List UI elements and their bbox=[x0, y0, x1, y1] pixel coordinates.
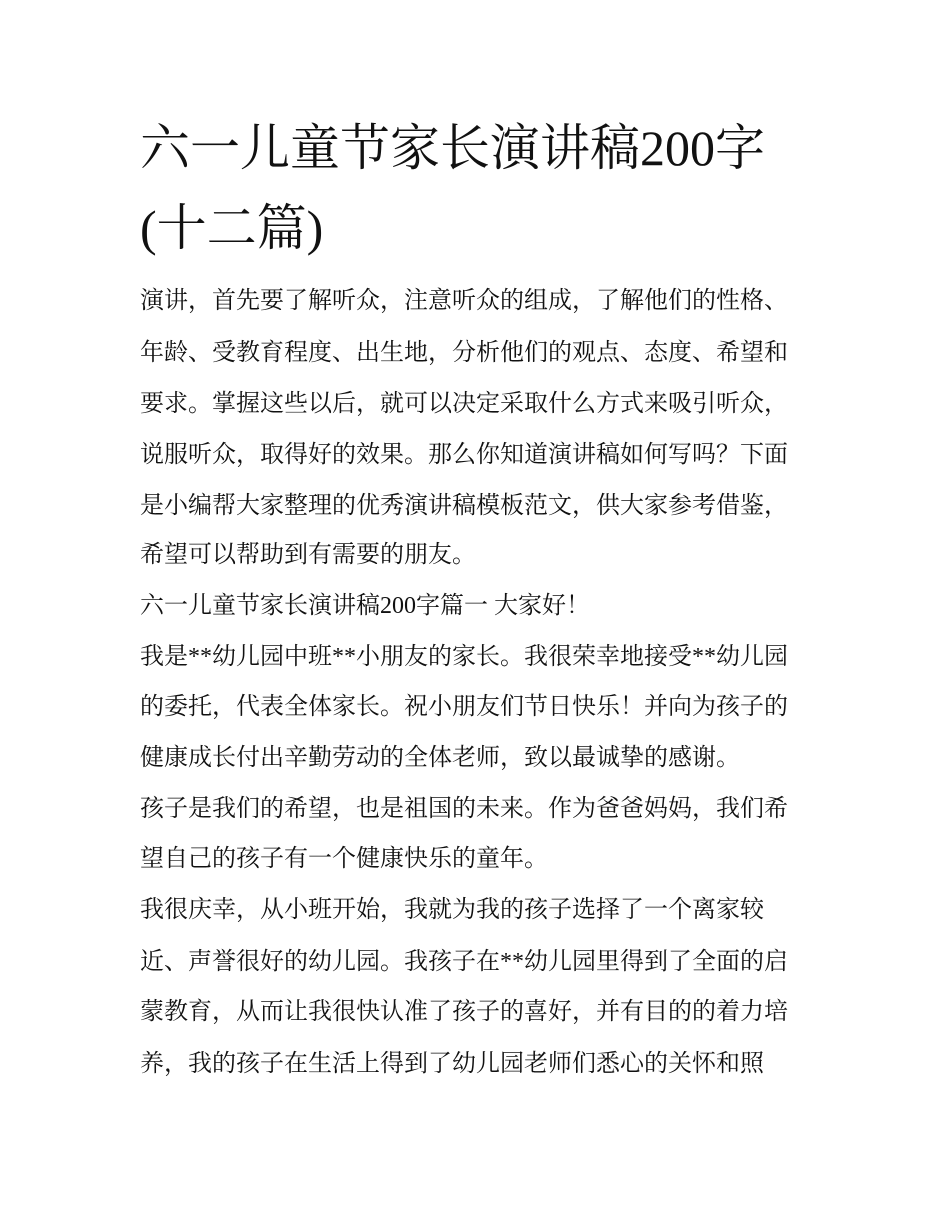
body-text-line: 蒙教育，从而让我很快认准了孩子的喜好，并有目的的着力培 bbox=[140, 999, 788, 1025]
body-text-line: 孩子是我们的希望，也是祖国的未来。作为爸爸妈妈，我们希 bbox=[140, 796, 788, 822]
body-text-line: 说服听众，取得好的效果。那么你知道演讲稿如何写吗？下面 bbox=[140, 442, 788, 468]
body-text-line: 养，我的孩子在生活上得到了幼儿园老师们悉心的关怀和照 bbox=[140, 1051, 764, 1077]
body-text-line: 年龄、受教育程度、出生地，分析他们的观点、态度、希望和 bbox=[140, 340, 788, 366]
body-text-line: 的委托，代表全体家长。祝小朋友们节日快乐！并向为孩子的 bbox=[140, 694, 788, 720]
body-text-line: 我很庆幸，从小班开始，我就为我的孩子选择了一个离家较 bbox=[140, 897, 764, 923]
body-text-line: 望自己的孩子有一个健康快乐的童年。 bbox=[140, 846, 548, 872]
body-text-line: 希望可以帮助到有需要的朋友。 bbox=[140, 542, 476, 568]
body-text-line: 演讲，首先要了解听众，注意听众的组成，了解他们的性格、 bbox=[140, 288, 788, 314]
body-text-line: 近、声誉很好的幼儿园。我孩子在**幼儿园里得到了全面的启 bbox=[140, 949, 788, 975]
body-text-line: 我是**幼儿园中班**小朋友的家长。我很荣幸地接受**幼儿园 bbox=[140, 644, 788, 670]
body-text-line: 六一儿童节家长演讲稿200字篇一 大家好！ bbox=[140, 593, 590, 619]
body-text-line: 健康成长付出辛勤劳动的全体老师，致以最诚挚的感谢。 bbox=[140, 745, 740, 771]
body-text-line: 是小编帮大家整理的优秀演讲稿模板范文，供大家参考借鉴， bbox=[140, 493, 788, 519]
document-title-line-2: (十二篇) bbox=[140, 200, 324, 256]
document-title-line-1: 六一儿童节家长演讲稿200字 bbox=[140, 120, 765, 176]
body-text-line: 要求。掌握这些以后，就可以决定采取什么方式来吸引听众， bbox=[140, 391, 788, 417]
